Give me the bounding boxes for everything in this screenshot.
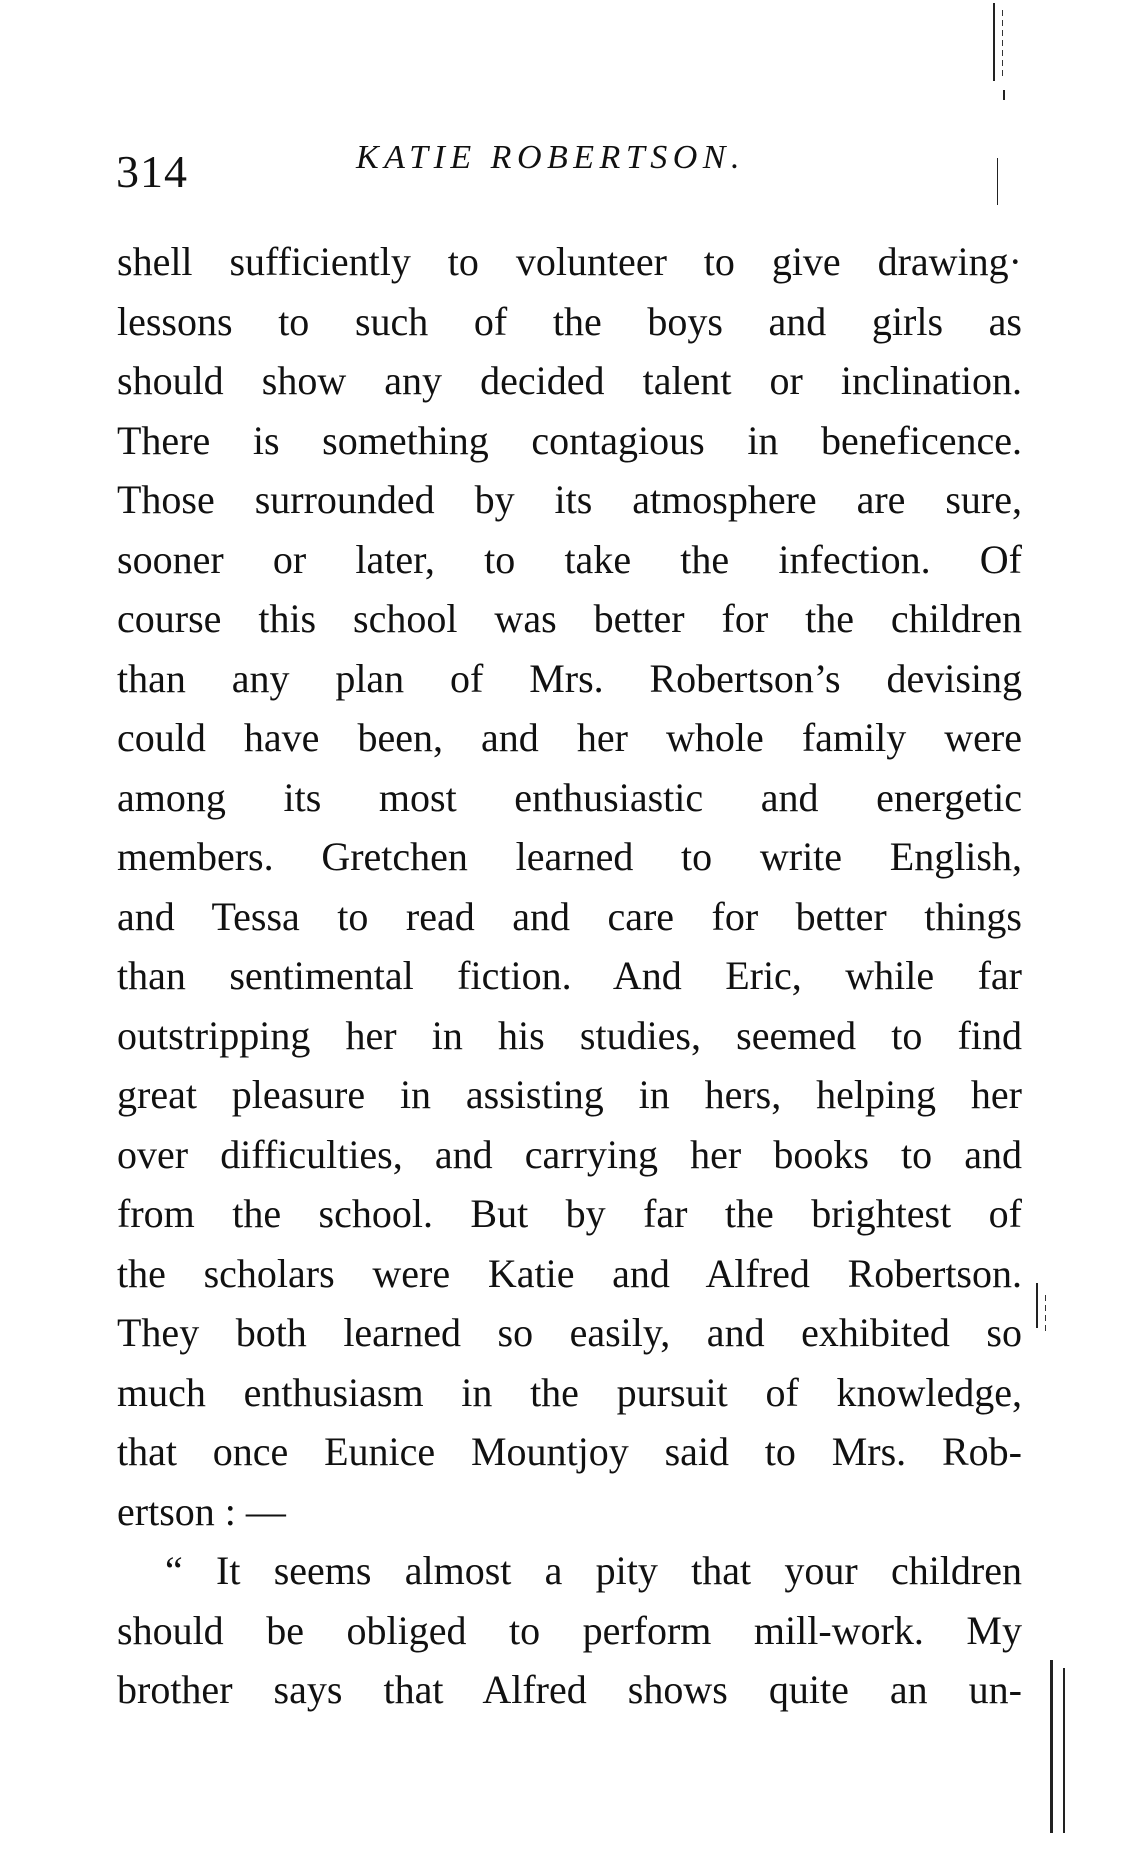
text-line: There is something contagious in beneficence. (117, 417, 1022, 463)
scan-artifact-line (1036, 1283, 1038, 1328)
scan-artifact-line (1045, 1295, 1046, 1333)
body-text (117, 232, 1022, 1720)
text-line: outstripping her in his studies, seemed to find (117, 1012, 1022, 1058)
text-line: among its most enthusiastic and energetic (117, 774, 1022, 820)
text-line: shell sufficiently to volunteer to give drawing· (117, 239, 1022, 284)
text-line: than any plan of Mrs. Robertson’s devising (117, 655, 1022, 701)
page-number: 314 (116, 146, 188, 197)
text-line: and Tessa to read and care for better things (117, 893, 1022, 939)
text-line: Those surrounded by its atmosphere are sure, (117, 477, 1022, 522)
text-line: the scholars were Katie and Alfred Robertson. (117, 1250, 1022, 1296)
text-line: from the school. But by far the brightest of (117, 1191, 1022, 1236)
text-line: members. Gretchen learned to write English, (117, 834, 1022, 879)
text-line: should be obliged to perform mill-work. My (117, 1607, 1022, 1653)
text-line: sooner or later, to take the infection. Of (117, 536, 1022, 582)
scan-artifact-line (997, 158, 998, 205)
text-line: “ It seems almost a pity that your children (165, 1548, 1022, 1593)
scan-artifact-line (1063, 1668, 1065, 1833)
scan-artifact-line (993, 3, 995, 81)
scan-artifact-line (1002, 10, 1003, 78)
text-line: brother says that Alfred shows quite an un- (117, 1667, 1022, 1712)
text-line: They both learned so easily, and exhibited so (117, 1310, 1022, 1355)
text-line: lessons to such of the boys and girls as (117, 298, 1022, 344)
text-line: much enthusiasm in the pursuit of knowledge, (117, 1369, 1022, 1415)
text-line: course this school was better for the children (117, 596, 1022, 641)
text-line: could have been, and her whole family were (117, 715, 1022, 760)
running-head: KATIE ROBERTSON. (356, 139, 745, 176)
text-line: ertson : — (117, 1488, 286, 1534)
scan-artifact-line (1050, 1660, 1053, 1833)
text-line: that once Eunice Mountjoy said to Mrs. Rob- (117, 1429, 1022, 1474)
text-line: great pleasure in assisting in hers, helping her (117, 1072, 1022, 1117)
scan-artifact-line (1003, 90, 1005, 100)
text-line: than sentimental fiction. And Eric, while far (117, 953, 1022, 998)
text-line: should show any decided talent or inclination. (117, 358, 1022, 403)
text-line: over difficulties, and carrying her books to and (117, 1131, 1022, 1177)
